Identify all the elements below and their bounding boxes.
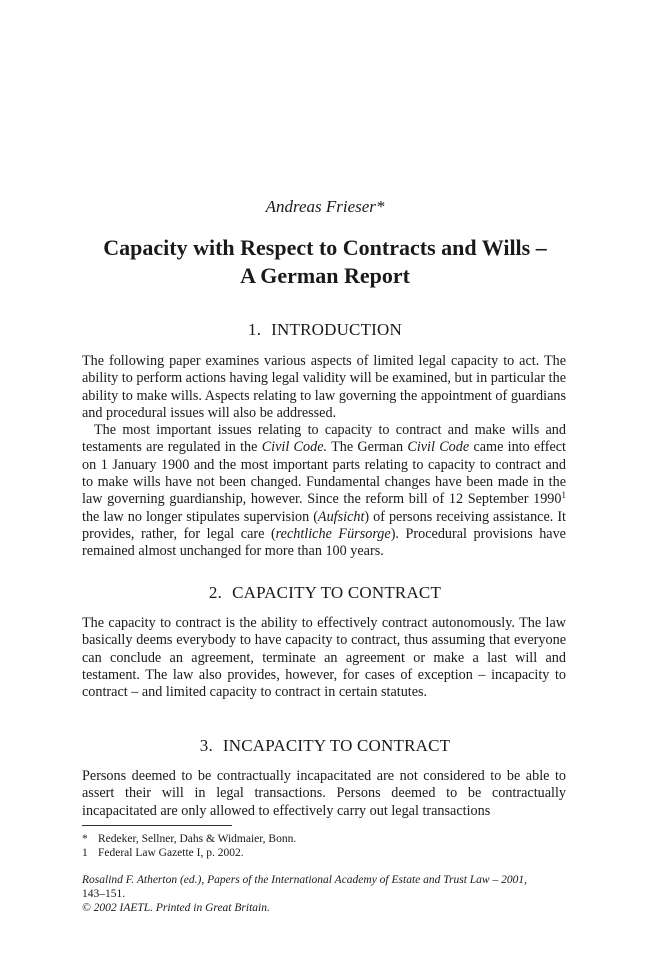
title-line-1: Capacity with Respect to Contracts and Wills – (103, 235, 547, 260)
section-number: 2. (208, 583, 223, 602)
publication-pages: 143–151. (82, 888, 126, 900)
fursorge-term: rechtliche Fürsorge (275, 526, 391, 543)
footnote-text: Federal Law Gazette I, p. 2002. (98, 847, 244, 859)
publication-citation: Rosalind F. Atherton (ed.), Papers of the International Academy of Estate and Trust Law – 2001, (82, 874, 527, 886)
incapacity-paragraph: Persons deemed to be contractually incapacitated are not considered to be able to assert their will in legal transactions. Persons deemed to be contractually incapacitated are only allowed to effectively carry out legal transactions (82, 768, 566, 819)
footnote-ref-1: 1 (561, 490, 566, 501)
footnote-1 (82, 846, 244, 860)
paper-title (60, 234, 590, 290)
footnote-author (82, 832, 296, 846)
footnote-mark: * (82, 833, 88, 845)
section-number: 3. (199, 736, 213, 755)
section-number: 1. (248, 320, 262, 339)
section-title: INCAPACITY TO CONTRACT (222, 736, 451, 755)
section-heading-incapacity (0, 736, 650, 756)
footnote-mark: 1 (82, 847, 88, 859)
civil-code-term: Civil Code (407, 439, 470, 456)
publication-copyright: © 2002 IAETL. Printed in Great Britain. (82, 902, 270, 914)
intro-paragraph-2: The most important issues relating to capacity to contract and make wills and testaments are regulated in the Civil Code. The German Civil Code came into effect on 1 January 1900 and the most important parts relating to capacity to contract and to make wills have not been changed. Fundamental changes have been made in the law governing guardianship, however. Since the reform bill of 12 September 1990$^1$ the law no longer stipulates supervision (Aufsicht) of persons receiving assistance. It provides, rather, for legal care (rechtliche Fürsorge). Procedural provisions have remained almost unchanged for more than 100 years. (82, 422, 566, 560)
footnote-divider (82, 825, 232, 826)
intro-paragraph-1: The following paper examines various aspects of limited legal capacity to act. The ability to perform actions having legal validity will be examined, but in particular the ability to make wills. Aspects relating to law governing the appointment of guardians and procedural issues will also be addressed. (82, 353, 566, 422)
civil-code-term: Civil Code. (261, 439, 328, 456)
section-heading-capacity (0, 583, 650, 603)
footnote-text: Redeker, Sellner, Dahs & Widmaier, Bonn. (98, 833, 297, 845)
section-title: CAPACITY TO CONTRACT (232, 583, 442, 602)
section-title: INTRODUCTION (271, 320, 402, 339)
title-line-2: A German Report (240, 263, 410, 288)
section-heading-introduction (0, 320, 650, 340)
capacity-paragraph: The capacity to contract is the ability to effectively contract autonomously. The law basically deems everybody to have capacity to contract, thus assuming that everyone can conclude an agreement, terminate an agreement or make a last will and testament. The law also provides, however, for cases of exception – incapacity to contract – and limited capacity to contract in certain statutes. (82, 615, 566, 701)
aufsicht-term: Aufsicht (317, 508, 365, 525)
author-name: Andreas Frieser* (265, 197, 385, 216)
publication-info (82, 873, 566, 915)
